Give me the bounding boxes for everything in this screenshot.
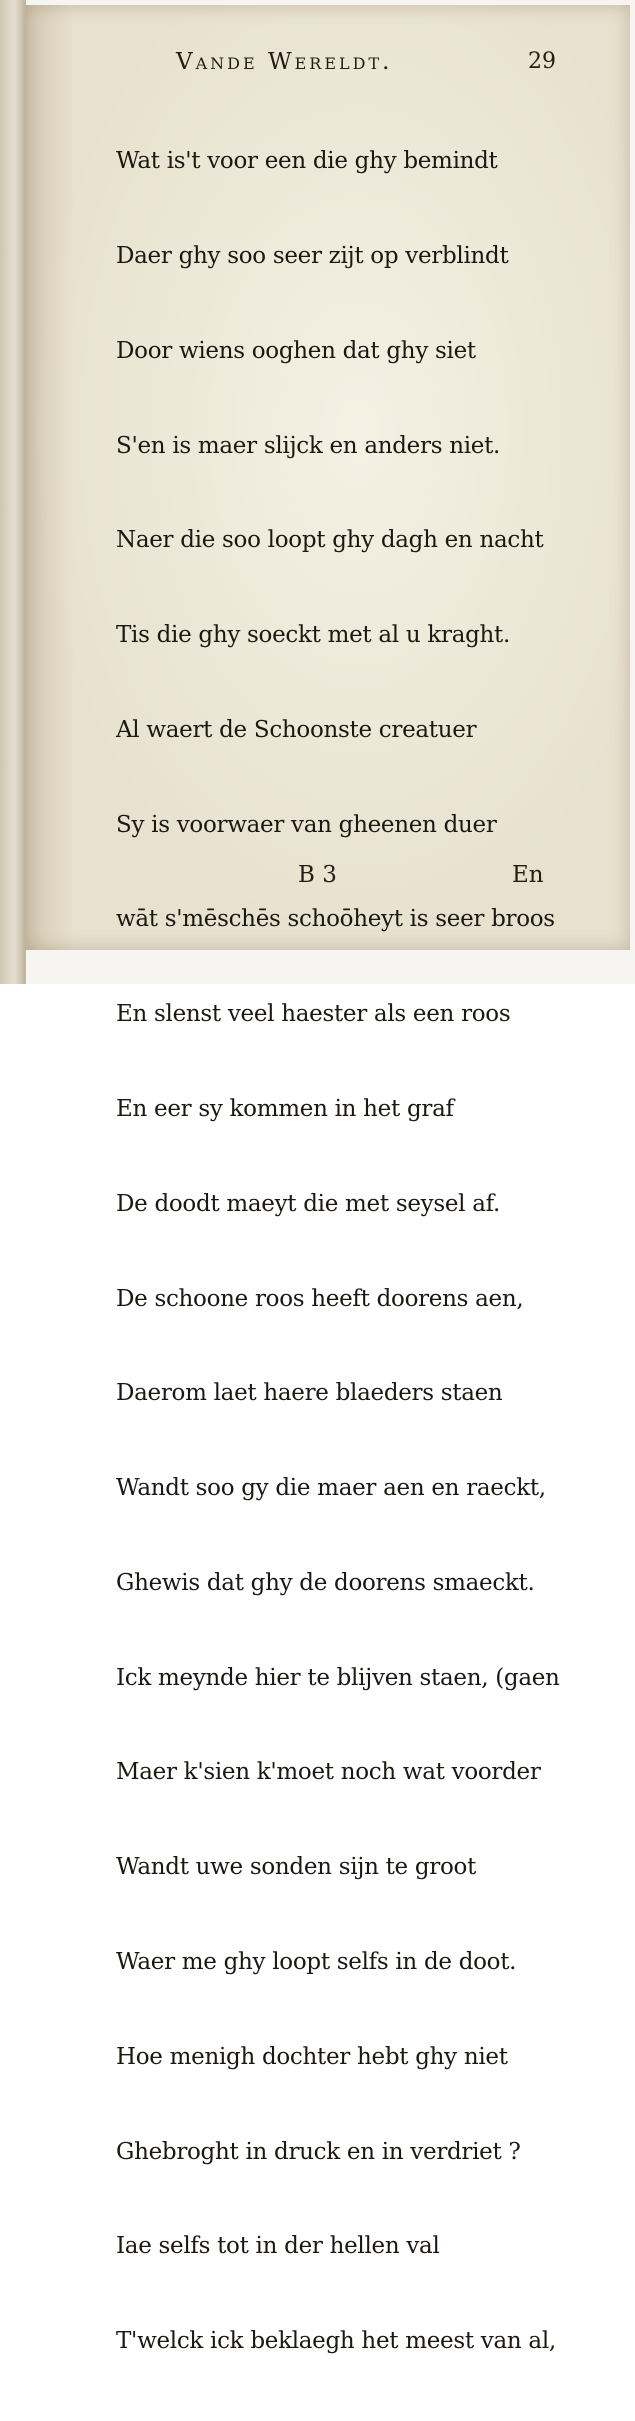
verse-line: wāt s'mēschēs schoōheyt is seer broos bbox=[116, 906, 555, 933]
verse-line: Sy is voorwaer van gheenen duer bbox=[116, 811, 497, 838]
verse-line: En slenst veel haester als een roos bbox=[116, 1001, 511, 1028]
running-head: Vande Wereldt. bbox=[176, 49, 393, 75]
verse-line: Wandt uwe sonden sijn te groot bbox=[116, 1854, 477, 1881]
verse-line: Tis die ghy soeckt met al u kraght. bbox=[116, 622, 510, 649]
verse-line: Maer k'sien k'moet noch wat voorder bbox=[116, 1759, 541, 1786]
verse-line: En eer sy kommen in het graf bbox=[116, 1096, 454, 1122]
catchword: En bbox=[512, 862, 544, 888]
verse-line: Ick meynde hier te blijven staen, (gaen bbox=[116, 1664, 560, 1691]
verse-line: Daer ghy soo seer zijt op verblindt bbox=[116, 242, 509, 269]
verse-text bbox=[116, 83, 626, 2421]
verse-line: Iae selfs tot in der hellen val bbox=[116, 2233, 440, 2260]
book-gutter bbox=[0, 0, 26, 984]
verse-line: Naer die soo loopt ghy dagh en nacht bbox=[116, 527, 544, 554]
verse-line: Wat is't voor een die ghy bemindt bbox=[116, 148, 498, 175]
page-number: 29 bbox=[528, 49, 556, 74]
verse-line: De doodt maeyt die met seysel af. bbox=[116, 1190, 501, 1217]
verse-line: Ghebroght in druck en in verdriet ? bbox=[116, 2138, 521, 2165]
verse-line: Door wiens ooghen dat ghy siet bbox=[116, 337, 476, 364]
verse-line: Daerom laet haere blaeders staen bbox=[116, 1380, 503, 1407]
verse-line: Al waert de Schoonste creatuer bbox=[116, 716, 477, 743]
book-page bbox=[26, 5, 630, 2355]
verse-line: Waer me ghy loopt selfs in de doot. bbox=[116, 1949, 517, 1976]
verse-line: De schoone roos heeft doorens aen, bbox=[116, 1285, 524, 1312]
verse-line: Wandt soo gy die maer aen en raeckt, bbox=[116, 1475, 546, 1502]
verse-line: S'en is maer slijck en anders niet. bbox=[116, 432, 501, 459]
verse-line: T'welck ick beklaegh het meest van al, bbox=[116, 2328, 556, 2355]
page-header bbox=[176, 49, 556, 85]
signature-mark: B 3 bbox=[298, 862, 337, 888]
verse-line: Hoe menigh dochter hebt ghy niet bbox=[116, 2043, 508, 2070]
verse-line: Ghewis dat ghy de doorens smaeckt. bbox=[116, 1569, 535, 1596]
